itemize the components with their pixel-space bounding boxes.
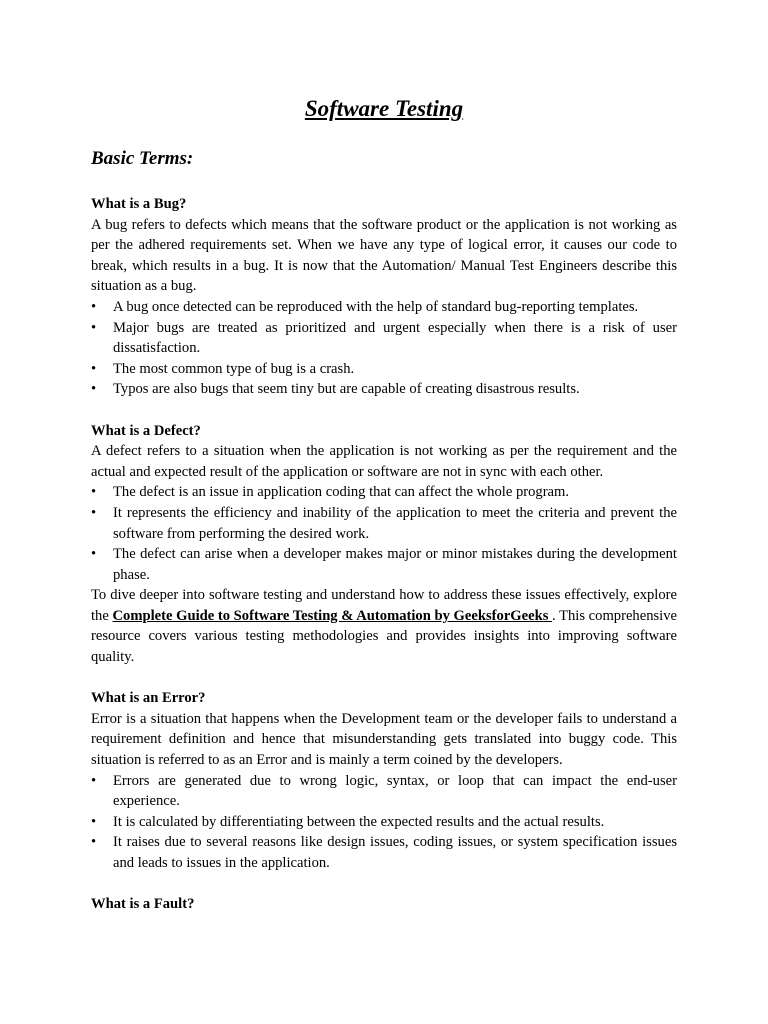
list-item-text: The defect is an issue in application coding that can affect the whole program.	[113, 484, 570, 501]
list-item-text: The most common type of bug is a crash.	[113, 360, 355, 377]
bullet-icon: •	[91, 504, 97, 521]
defect-paragraph: A defect refers to a situation when the application is not working as per the requirement and the actual and expected result of the application or software are not in sync with each other.	[91, 443, 677, 480]
guide-link[interactable]: Complete Guide to Software Testing & Automation by GeeksforGeeks	[112, 607, 553, 624]
document-body	[91, 194, 677, 915]
list-item	[91, 544, 677, 585]
list-item-text: The defect can arise when a developer makes major or minor mistakes during the development phase.	[113, 546, 677, 583]
bullet-icon: •	[91, 813, 97, 830]
bullet-icon: •	[91, 298, 97, 315]
explore-paragraph	[91, 585, 677, 667]
bullet-icon: •	[91, 484, 97, 501]
bullet-icon: •	[91, 381, 97, 398]
list-item	[91, 359, 677, 380]
error-heading: What is an Error?	[91, 690, 206, 707]
list-item	[91, 812, 677, 833]
list-item-text: It represents the efficiency and inability of the application to meet the criteria and prevent the software from performing the desired work.	[113, 504, 677, 542]
list-item	[91, 318, 677, 359]
error-paragraph: Error is a situation that happens when the Development team or the developer fails to understand a requirement definition and hence that misunderstanding gets translated into buggy code. This situation is referred to as an Error and is mainly a term coined by the developers.	[91, 710, 677, 769]
list-item-text: It raises due to several reasons like design issues, coding issues, or system specification issues and leads to issues in the application.	[113, 834, 677, 871]
list-item	[91, 297, 677, 318]
section-subtitle: Basic Terms:	[91, 148, 194, 169]
list-item	[91, 832, 677, 873]
fault-heading: What is a Fault?	[91, 896, 195, 913]
section-spacer	[91, 874, 677, 895]
list-item-text: It is calculated by differentiating between the expected results and the actual results.	[113, 813, 605, 830]
section-spacer	[91, 668, 677, 689]
list-item-text: A bug once detected can be reproduced with the help of standard bug-reporting templates.	[113, 298, 639, 315]
list-item	[91, 482, 677, 503]
bullet-icon: •	[91, 546, 97, 563]
list-item-text: Typos are also bugs that seem tiny but are capable of creating disastrous results.	[113, 381, 580, 398]
list-item	[91, 771, 677, 812]
error-bullet-list	[91, 771, 677, 874]
page-title: Software Testing	[304, 96, 464, 121]
list-item	[91, 503, 677, 544]
bug-heading: What is a Bug?	[91, 196, 187, 212]
bullet-icon: •	[91, 772, 97, 789]
list-item-text: Major bugs are treated as prioritized and urgent especially when there is a risk of user dissatisfaction.	[113, 319, 677, 357]
list-item-text: Errors are generated due to wrong logic, syntax, or loop that can impact the end-user experience.	[113, 772, 677, 810]
defect-bullet-list	[91, 482, 677, 585]
defect-heading: What is a Defect?	[91, 422, 201, 439]
section-spacer	[91, 400, 677, 421]
bug-bullet-list	[91, 297, 677, 400]
bullet-icon: •	[91, 834, 97, 851]
bullet-icon: •	[91, 319, 97, 336]
explore-text-after: . This comprehensive resource covers various testing methodologies and provides insights into improving software quality.	[91, 607, 678, 666]
bug-paragraph: A bug refers to defects which means that the software product or the application is not working as per the adhered requirements set. When we have any type of logical error, it causes our code to break, which results in a bug. It is now that the Automation/ Manual Test Engineers describe this situation as a bug.	[91, 216, 677, 295]
explore-text-before: To dive deeper into software testing and understand how to address these issues effectively, explore the	[91, 587, 677, 624]
list-item	[91, 379, 677, 400]
bullet-icon: •	[91, 360, 97, 377]
